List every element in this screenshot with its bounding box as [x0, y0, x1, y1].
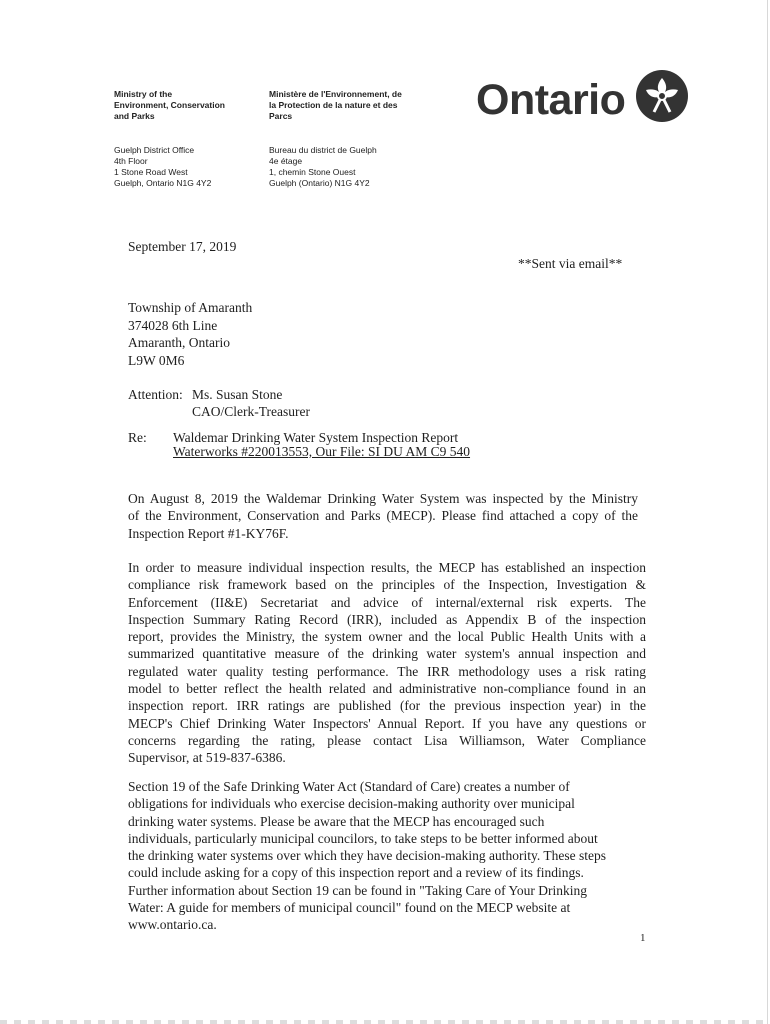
recipient-line: Township of Amaranth: [128, 300, 253, 315]
recipient-address: [128, 299, 252, 369]
paragraph-inspection-notice: On August 8, 2019 the Waldemar Drinking Water System was inspected by the Ministry of the Environment, Conservation and Parks (MECP). Please find attached a copy of the Inspection Report #1-KY76F.: [128, 491, 638, 541]
ministry-name-fr: Ministère de l'Environnement, de la Protection de la nature et des Parcs: [269, 89, 402, 121]
attention-name: Ms. Susan Stone: [192, 387, 283, 402]
re-file-reference: Waterworks #220013553, Our File: SI DU AM C9 540: [173, 444, 471, 459]
attention-title: CAO/Clerk-Treasurer: [192, 404, 310, 419]
recipient-line: Amaranth, Ontario: [128, 335, 230, 350]
scan-artifact: [0, 1020, 770, 1024]
re-subject: Waldemar Drinking Water System Inspection Report: [173, 430, 459, 445]
recipient-line: 374028 6th Line: [128, 317, 218, 333]
page-number: 1: [640, 932, 646, 944]
ministry-name-en: Ministry of the Environment, Conservation and Parks: [114, 89, 225, 121]
office-address-en: Guelph District Office 4th Floor 1 Stone Road West Guelph, Ontario N1G 4Y2: [114, 145, 212, 188]
attention-label: Attention:: [128, 387, 183, 402]
paragraph-section-19: Section 19 of the Safe Drinking Water Act (Standard of Care) creates a number of obligations for individuals who exercise decision-making authority over municipal drinking water systems. Please be aware that the MECP has encouraged such individuals, particularly municipal councilors, to take steps to be better informed about the drinking water systems over which they have decision-making authority. These steps could include asking for a copy of this inspection report and a review of its findings. Further information about Section 19 can be found in "Taking Care of Your Drinking Water: A guide for members of municipal council" found on the MECP website at www.ontario.ca.: [128, 779, 607, 933]
scan-edge: [767, 0, 768, 1024]
sent-via-note: **Sent via email**: [518, 256, 623, 271]
office-address-fr: Bureau du district de Guelph 4e étage 1, chemin Stone Ouest Guelph (Ontario) N1G 4Y2: [269, 145, 377, 188]
ontario-logo-text: Ontario: [476, 76, 626, 124]
letter-date: September 17, 2019: [128, 239, 237, 254]
recipient-line: L9W 0M6: [128, 352, 185, 368]
re-label: Re:: [128, 430, 147, 445]
paragraph-irr-explanation: In order to measure individual inspection results, the MECP has established an inspection compliance risk framework based on the principles of the Inspection, Investigation & Enforcement (II&E) Secretariat and advice of internal/external risk experts. The Inspection Summary Rating Record (IRR), included as Appendix B of the inspection report, provides the Ministry, the system owner and the local Public Health Units with a summarized quantitative measure of the drinking water system's annual inspection and regulated water quality testing performance. The IRR methodology uses a risk rating model to better reflect the health related and administrative non-compliance found in an inspection report. IRR ratings are published (for the previous inspection year) in the MECP's Chief Drinking Water Inspectors' Annual Report. If you have any questions or concerns regarding the rating, please contact Lisa Williamson, Water Compliance Supervisor, at 519-837-6386.: [128, 560, 646, 766]
trillium-icon: [634, 68, 690, 124]
